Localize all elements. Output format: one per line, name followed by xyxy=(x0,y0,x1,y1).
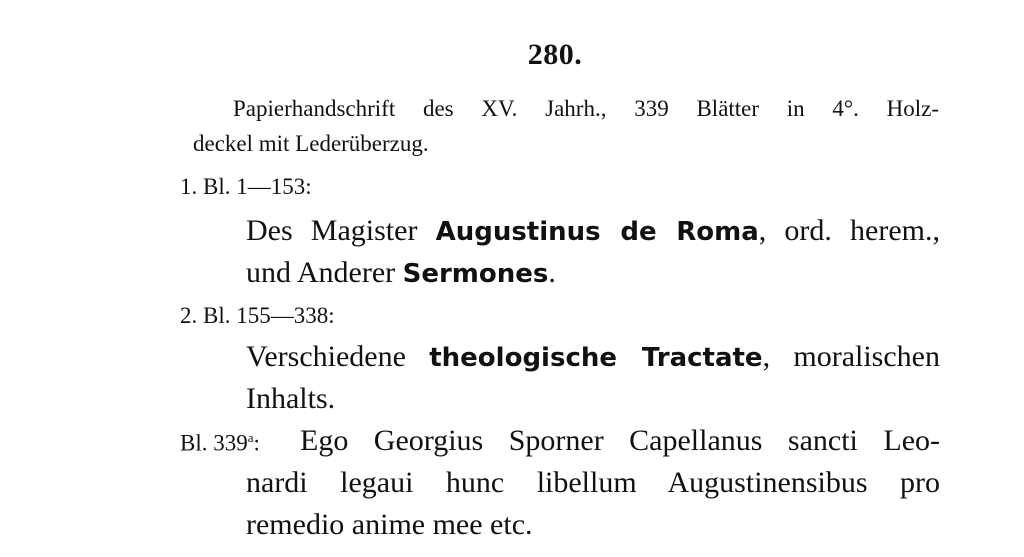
item-2-text-pre: Verschiedene xyxy=(246,340,430,373)
item-1-author: Augustinus de Roma xyxy=(435,217,759,247)
colophon-label xyxy=(180,430,260,457)
colophon-label-colon: : xyxy=(253,430,260,456)
item-1-text2-pre: und Anderer xyxy=(246,256,403,289)
item-1-text-line-2 xyxy=(246,256,556,290)
item-1-text-post: , ord. herem., xyxy=(758,214,941,247)
item-2-text-line-1 xyxy=(246,340,940,374)
item-2-text-post: , moralischen xyxy=(762,340,940,373)
item-1-title: Sermones xyxy=(402,259,549,289)
item-2-title: theologische Tractate xyxy=(429,343,763,373)
colophon-line-1: Ego Georgius Sporner Capellanus sancti Leo- xyxy=(300,424,940,457)
description-line-1: Papierhandschrift des XV. Jahrh., 339 Blätter in 4°. Holz- xyxy=(233,96,939,121)
item-1-heading: 1. Bl. 1—153: xyxy=(180,174,312,199)
item-1-text-pre: Des Magister xyxy=(246,214,436,247)
colophon-line-2: nardi legaui hunc libellum Augustinensibus pro xyxy=(246,466,940,499)
colophon-label-text: Bl. 339 xyxy=(180,430,248,456)
page-number: 280. xyxy=(527,38,583,71)
description-line-2: deckel mit Lederüberzug. xyxy=(193,131,429,156)
colophon-label-sup: a xyxy=(247,430,254,445)
item-1-text2-post: . xyxy=(548,256,556,289)
item-2-text-line-2: Inhalts. xyxy=(246,382,336,415)
colophon-line-3: remedio anime mee etc. xyxy=(246,508,533,541)
item-1-text-line-1 xyxy=(246,214,940,248)
item-2-heading: 2. Bl. 155—338: xyxy=(180,303,335,328)
